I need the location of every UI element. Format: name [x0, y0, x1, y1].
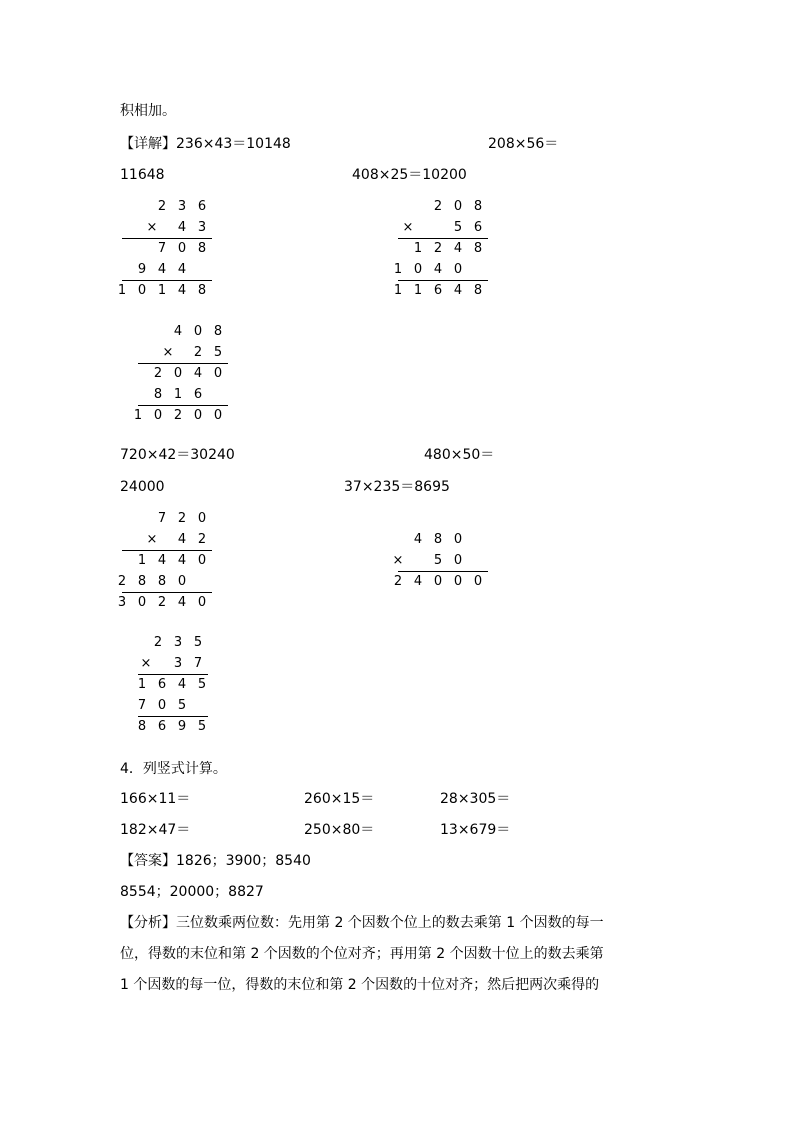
digit: 6 [473, 220, 483, 235]
digit: 8 [433, 532, 443, 547]
rule [122, 238, 212, 239]
digit: 1 [413, 241, 423, 256]
digit: 5 [433, 553, 443, 568]
digit: 0 [473, 574, 483, 589]
problem-166x11: 166×11＝ [120, 791, 191, 807]
rule [122, 550, 212, 551]
digit: 2 [153, 366, 163, 381]
digit: 0 [157, 698, 167, 713]
digit: 3 [197, 220, 207, 235]
digit: 4 [413, 532, 423, 547]
vertical-calc-720x42 [117, 510, 212, 614]
result-line: 11648 [120, 167, 165, 183]
digit: 2 [433, 199, 443, 214]
digit: 2 [173, 408, 183, 423]
digit: 4 [173, 324, 183, 339]
vertical-calc-236x43 [117, 198, 212, 302]
digit: 7 [193, 656, 203, 671]
digit: 0 [213, 366, 223, 381]
rule [138, 674, 208, 675]
rule [122, 592, 212, 593]
digit: 4 [157, 553, 167, 568]
problem-13x679: 13×679＝ [440, 822, 511, 838]
digit: 5 [193, 635, 203, 650]
digit: 0 [453, 553, 463, 568]
digit: 4 [177, 677, 187, 692]
digit: 2 [157, 595, 167, 610]
digit: 0 [453, 262, 463, 277]
digit: 6 [157, 677, 167, 692]
problem-line: 480×50＝ [424, 447, 495, 463]
digit: 7 [157, 241, 167, 256]
analysis-line: 【分析】三位数乘两位数：先用第 2 个因数个位上的数去乘第 1 个因数的每一 [120, 915, 604, 931]
digit: 0 [453, 574, 463, 589]
vertical-calc-480x50 [392, 531, 488, 593]
digit: 0 [153, 408, 163, 423]
answer-line: 8554；20000；8827 [120, 884, 264, 900]
digit: 8 [197, 283, 207, 298]
digit: 2 [193, 345, 203, 360]
digit: 2 [197, 532, 207, 547]
rule [398, 280, 488, 281]
digit: 0 [193, 408, 203, 423]
problem-250x80: 250×80＝ [304, 822, 375, 838]
digit: 2 [117, 574, 127, 589]
problem-line: 208×56＝ [488, 136, 559, 152]
digit: 3 [173, 656, 183, 671]
times-sign: × [146, 220, 158, 235]
digit: 8 [213, 324, 223, 339]
digit: 0 [453, 199, 463, 214]
digit: 0 [177, 574, 187, 589]
digit: 0 [433, 574, 443, 589]
digit: 4 [177, 262, 187, 277]
times-sign: × [146, 532, 158, 547]
digit: 4 [177, 553, 187, 568]
digit: 2 [177, 511, 187, 526]
vertical-calc-235x37 [136, 634, 208, 738]
digit: 5 [197, 719, 207, 734]
digit: 0 [177, 241, 187, 256]
digit: 4 [177, 595, 187, 610]
digit: 7 [137, 698, 147, 713]
analysis-line: 1 个因数的每一位，得数的末位和第 2 个因数的十位对齐；然后把两次乘得的 [120, 977, 600, 993]
question-heading: 4．列竖式计算。 [120, 761, 227, 777]
digit: 4 [157, 262, 167, 277]
digit: 2 [157, 199, 167, 214]
digit: 0 [137, 283, 147, 298]
digit: 7 [157, 511, 167, 526]
digit: 2 [153, 635, 163, 650]
problem-line: 720×42＝30240 [120, 447, 235, 463]
digit: 8 [153, 387, 163, 402]
digit: 3 [177, 199, 187, 214]
digit: 5 [177, 698, 187, 713]
rule [138, 405, 228, 406]
digit: 8 [473, 199, 483, 214]
digit: 8 [473, 283, 483, 298]
digit: 1 [393, 262, 403, 277]
rule [138, 716, 208, 717]
digit: 1 [157, 283, 167, 298]
digit: 6 [433, 283, 443, 298]
digit: 8 [197, 241, 207, 256]
digit: 0 [453, 532, 463, 547]
digit: 3 [173, 635, 183, 650]
digit: 9 [177, 719, 187, 734]
times-sign: × [392, 553, 404, 568]
digit: 4 [177, 532, 187, 547]
detail-line: 【详解】236×43＝10148 [120, 136, 291, 152]
answer-line: 【答案】1826；3900；8540 [120, 853, 311, 869]
text-line: 积相加。 [120, 103, 176, 119]
digit: 1 [413, 283, 423, 298]
digit: 0 [413, 262, 423, 277]
vertical-calc-208x56 [393, 198, 488, 302]
digit: 3 [117, 595, 127, 610]
rule [122, 280, 212, 281]
digit: 0 [193, 324, 203, 339]
digit: 4 [413, 574, 423, 589]
digit: 4 [193, 366, 203, 381]
digit: 4 [177, 220, 187, 235]
times-sign: × [140, 656, 152, 671]
rule [398, 238, 488, 239]
digit: 6 [197, 199, 207, 214]
digit: 4 [453, 283, 463, 298]
digit: 0 [213, 408, 223, 423]
digit: 0 [197, 511, 207, 526]
digit: 1 [137, 553, 147, 568]
digit: 8 [137, 574, 147, 589]
digit: 1 [137, 677, 147, 692]
digit: 5 [197, 677, 207, 692]
problem-line: 408×25＝10200 [352, 167, 467, 183]
digit: 8 [157, 574, 167, 589]
digit: 9 [137, 262, 147, 277]
times-sign: × [162, 345, 174, 360]
digit: 5 [213, 345, 223, 360]
problem-line: 37×235＝8695 [344, 479, 450, 495]
digit: 0 [137, 595, 147, 610]
rule [398, 571, 488, 572]
digit: 6 [157, 719, 167, 734]
digit: 0 [197, 553, 207, 568]
digit: 4 [453, 241, 463, 256]
rule [138, 363, 228, 364]
problem-28x305: 28×305＝ [440, 791, 511, 807]
digit: 8 [473, 241, 483, 256]
result-line: 24000 [120, 479, 165, 495]
digit: 4 [177, 283, 187, 298]
digit: 1 [117, 283, 127, 298]
digit: 0 [173, 366, 183, 381]
digit: 1 [393, 283, 403, 298]
digit: 0 [197, 595, 207, 610]
digit: 1 [173, 387, 183, 402]
digit: 1 [133, 408, 143, 423]
analysis-line: 位，得数的末位和第 2 个因数的个位对齐；再用第 2 个因数十位上的数去乘第 [120, 946, 604, 962]
digit: 2 [393, 574, 403, 589]
digit: 2 [433, 241, 443, 256]
problem-260x15: 260×15＝ [304, 791, 375, 807]
digit: 8 [137, 719, 147, 734]
problem-182x47: 182×47＝ [120, 822, 191, 838]
vertical-calc-408x25 [133, 323, 228, 427]
times-sign: × [402, 220, 414, 235]
digit: 6 [193, 387, 203, 402]
digit: 5 [453, 220, 463, 235]
digit: 4 [433, 262, 443, 277]
